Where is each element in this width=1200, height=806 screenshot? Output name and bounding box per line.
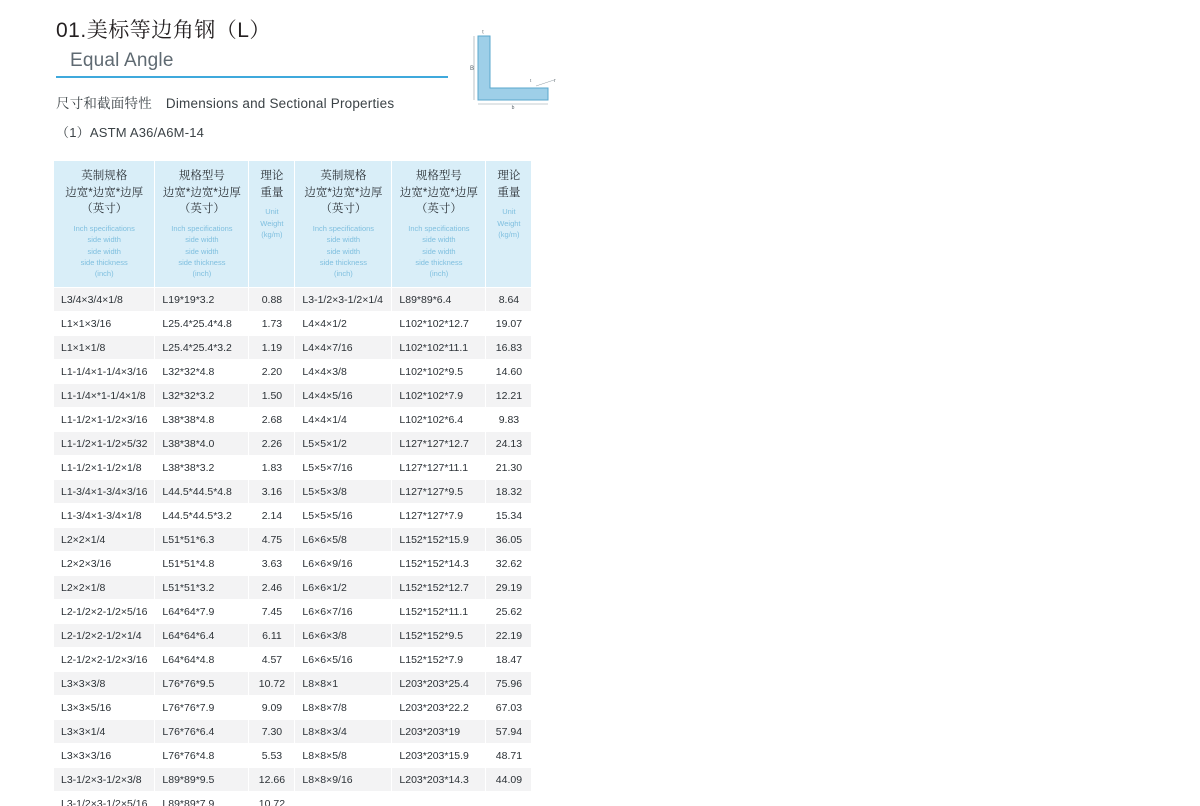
- table-cell: L3-1/2×3-1/2×1/4: [295, 288, 392, 312]
- table-cell: 1.73: [249, 312, 295, 336]
- table-row: [54, 768, 532, 792]
- table-cell: L127*127*9.5: [392, 480, 486, 504]
- table-cell: L203*203*25.4: [392, 672, 486, 696]
- table-cell: L2×2×3/16: [54, 552, 155, 576]
- table-cell: L6×6×9/16: [295, 552, 392, 576]
- table-cell: 12.66: [249, 768, 295, 792]
- table-cell: L5×5×1/2: [295, 432, 392, 456]
- table-cell: L203*203*15.9: [392, 744, 486, 768]
- table-cell: L2-1/2×2-1/2×5/16: [54, 600, 155, 624]
- table-cell: L25.4*25.4*3.2: [155, 336, 249, 360]
- column-header-cn: 规格型号 边宽*边宽*边厚 （英寸）: [399, 170, 478, 216]
- table-cell: L127*127*12.7: [392, 432, 486, 456]
- table-cell: L8×8×5/8: [295, 744, 392, 768]
- table-cell: 2.68: [249, 408, 295, 432]
- subtitle: [56, 92, 676, 112]
- table-row: [54, 504, 532, 528]
- table-cell: L3×3×3/8: [54, 672, 155, 696]
- subtitle-cn: 尺寸和截面特性: [56, 96, 152, 111]
- table-cell: L203*203*14.3: [392, 768, 486, 792]
- table-cell: L3/4×3/4×1/8: [54, 288, 155, 312]
- table-cell: 48.71: [486, 744, 532, 768]
- table-cell: L3-1/2×3-1/2×3/8: [54, 768, 155, 792]
- table-cell: 32.62: [486, 552, 532, 576]
- table-cell: 2.20: [249, 360, 295, 384]
- table-row: [54, 552, 532, 576]
- table-row: [54, 360, 532, 384]
- table-cell: 1.50: [249, 384, 295, 408]
- table-row: [54, 480, 532, 504]
- table-cell: 8.64: [486, 288, 532, 312]
- equal-angle-diagram: [470, 30, 580, 110]
- table-cell: L6×6×7/16: [295, 600, 392, 624]
- table-row: [54, 720, 532, 744]
- table-column-header-4: [392, 161, 486, 288]
- table-cell: 16.83: [486, 336, 532, 360]
- table-column-header-1: [155, 161, 249, 288]
- table-cell: 67.03: [486, 696, 532, 720]
- table-cell: L1-1/2×1-1/2×1/8: [54, 456, 155, 480]
- column-header-cn: 理论 重量: [497, 170, 521, 199]
- table-cell: L89*89*9.5: [155, 768, 249, 792]
- table-cell: 7.30: [249, 720, 295, 744]
- table-row: [54, 288, 532, 312]
- table-cell: L19*19*3.2: [155, 288, 249, 312]
- page-title-en: Equal Angle: [70, 50, 174, 71]
- table-cell: 18.47: [486, 648, 532, 672]
- table-row: [54, 672, 532, 696]
- table-cell: L102*102*12.7: [392, 312, 486, 336]
- table-cell: L203*203*19: [392, 720, 486, 744]
- table-cell: L5×5×5/16: [295, 504, 392, 528]
- table-cell: L152*152*9.5: [392, 624, 486, 648]
- table-cell: L5×5×3/8: [295, 480, 392, 504]
- table-cell: L76*76*6.4: [155, 720, 249, 744]
- table-cell: L152*152*7.9: [392, 648, 486, 672]
- subtitle-en: Dimensions and Sectional Properties: [165, 96, 395, 111]
- column-header-en: Unit Weight (kg/m): [260, 207, 284, 239]
- table-cell: [295, 792, 392, 806]
- table-column-header-5: [486, 161, 532, 288]
- table-cell: L6×6×5/16: [295, 648, 392, 672]
- table-row: [54, 696, 532, 720]
- table-row: [54, 408, 532, 432]
- table-row: [54, 384, 532, 408]
- specifications-table: [53, 160, 532, 806]
- table-cell: L2-1/2×2-1/2×3/16: [54, 648, 155, 672]
- table-cell: L1-3/4×1-3/4×3/16: [54, 480, 155, 504]
- column-header-en: Inch specifications side width side width side thickness (inch): [171, 224, 233, 279]
- table-cell: 14.60: [486, 360, 532, 384]
- table-cell: 15.34: [486, 504, 532, 528]
- table-cell: L44.5*44.5*4.8: [155, 480, 249, 504]
- table-row: [54, 744, 532, 768]
- table-cell: L4×4×1/4: [295, 408, 392, 432]
- table-cell: L1-1/2×1-1/2×5/32: [54, 432, 155, 456]
- table-cell: L2-1/2×2-1/2×1/4: [54, 624, 155, 648]
- table-row: [54, 528, 532, 552]
- table-cell: L64*64*4.8: [155, 648, 249, 672]
- table-cell: L4×4×3/8: [295, 360, 392, 384]
- table-cell: L3-1/2×3-1/2×5/16: [54, 792, 155, 806]
- table-cell: 19.07: [486, 312, 532, 336]
- table-cell: L32*32*4.8: [155, 360, 249, 384]
- table-cell: L8×8×7/8: [295, 696, 392, 720]
- table-cell: L102*102*7.9: [392, 384, 486, 408]
- table-cell: L8×8×9/16: [295, 768, 392, 792]
- table-cell: 25.62: [486, 600, 532, 624]
- table-cell: L152*152*14.3: [392, 552, 486, 576]
- column-header-cn: 规格型号 边宽*边宽*边厚 （英寸）: [162, 170, 241, 216]
- table-cell: 36.05: [486, 528, 532, 552]
- table-cell: L2×2×1/4: [54, 528, 155, 552]
- table-row: [54, 432, 532, 456]
- table-cell: L8×8×3/4: [295, 720, 392, 744]
- table-cell: L1-1/4×1-1/4×3/16: [54, 360, 155, 384]
- table-cell: L3×3×1/4: [54, 720, 155, 744]
- table-cell: L1×1×1/8: [54, 336, 155, 360]
- svg-text:t: t: [530, 78, 532, 83]
- page-header: [56, 14, 676, 141]
- table-cell: 75.96: [486, 672, 532, 696]
- column-header-cn: 理论 重量: [260, 170, 284, 199]
- table-cell: 7.45: [249, 600, 295, 624]
- table-cell: L44.5*44.5*3.2: [155, 504, 249, 528]
- table-cell: 1.19: [249, 336, 295, 360]
- table-cell: 10.72: [249, 672, 295, 696]
- table-cell: [392, 792, 486, 806]
- column-header-en: Inch specifications side width side width side thickness (inch): [408, 224, 470, 279]
- table-cell: L3×3×5/16: [54, 696, 155, 720]
- table-cell: L76*76*4.8: [155, 744, 249, 768]
- table-cell: L102*102*9.5: [392, 360, 486, 384]
- table-cell: 18.32: [486, 480, 532, 504]
- table-cell: L2×2×1/8: [54, 576, 155, 600]
- table-row: [54, 456, 532, 480]
- table-cell: L38*38*4.0: [155, 432, 249, 456]
- column-header-en: Unit Weight (kg/m): [497, 207, 521, 239]
- table-cell: 4.57: [249, 648, 295, 672]
- page-title: 01.美标等边角钢（L）: [56, 19, 271, 42]
- table-column-header-3: [295, 161, 392, 288]
- table-cell: L32*32*3.2: [155, 384, 249, 408]
- table-header-row: [54, 161, 532, 288]
- table-cell: L89*89*6.4: [392, 288, 486, 312]
- table-row: [54, 792, 532, 806]
- table-cell: L127*127*7.9: [392, 504, 486, 528]
- table-cell: L6×6×5/8: [295, 528, 392, 552]
- table-cell: 5.53: [249, 744, 295, 768]
- table-cell: L127*127*11.1: [392, 456, 486, 480]
- column-header-en: Inch specifications side width side width side thickness (inch): [312, 224, 375, 279]
- table-cell: L51*51*3.2: [155, 576, 249, 600]
- table-cell: L152*152*15.9: [392, 528, 486, 552]
- table-cell: L4×4×1/2: [295, 312, 392, 336]
- table-row: [54, 648, 532, 672]
- table-cell: 0.88: [249, 288, 295, 312]
- table-cell: L1-1/2×1-1/2×3/16: [54, 408, 155, 432]
- table-cell: L5×5×7/16: [295, 456, 392, 480]
- table-column-header-2: [249, 161, 295, 288]
- table-cell: 44.09: [486, 768, 532, 792]
- table-cell: L76*76*9.5: [155, 672, 249, 696]
- table-cell: 6.11: [249, 624, 295, 648]
- table-cell: 24.13: [486, 432, 532, 456]
- diagram-label-t: t: [482, 30, 484, 36]
- table-row: [54, 576, 532, 600]
- table-cell: L1-3/4×1-3/4×1/8: [54, 504, 155, 528]
- table-cell: L25.4*25.4*4.8: [155, 312, 249, 336]
- table-cell: 2.46: [249, 576, 295, 600]
- table-cell: 1.83: [249, 456, 295, 480]
- table-cell: L51*51*4.8: [155, 552, 249, 576]
- table-cell: L8×8×1: [295, 672, 392, 696]
- table-cell: L102*102*11.1: [392, 336, 486, 360]
- table-cell: 2.26: [249, 432, 295, 456]
- angle-profile-icon: [470, 30, 580, 110]
- diagram-label-r: r: [554, 78, 556, 84]
- table-body: [54, 288, 532, 806]
- table-cell: L1×1×3/16: [54, 312, 155, 336]
- table-cell: L89*89*7.9: [155, 792, 249, 806]
- table-cell: L152*152*11.1: [392, 600, 486, 624]
- table-cell: 3.63: [249, 552, 295, 576]
- table-head: [54, 161, 532, 288]
- standard-reference: （1）ASTM A36/A6M-14: [56, 125, 205, 140]
- column-header-cn: 英制规格 边宽*边宽*边厚 （英寸）: [304, 170, 383, 216]
- table-cell: L102*102*6.4: [392, 408, 486, 432]
- table-cell: 12.21: [486, 384, 532, 408]
- title-divider: [56, 76, 448, 78]
- column-header-en: Inch specifications side width side width side thickness (inch): [73, 224, 135, 279]
- table-cell: L51*51*6.3: [155, 528, 249, 552]
- table-cell: L76*76*7.9: [155, 696, 249, 720]
- column-header-cn: 英制规格 边宽*边宽*边厚 （英寸）: [65, 170, 144, 216]
- table-cell: 22.19: [486, 624, 532, 648]
- table-cell: [486, 792, 532, 806]
- table-cell: 4.75: [249, 528, 295, 552]
- table-cell: 3.16: [249, 480, 295, 504]
- table-cell: 9.83: [486, 408, 532, 432]
- table-cell: 9.09: [249, 696, 295, 720]
- table-row: [54, 600, 532, 624]
- table-cell: L4×4×5/16: [295, 384, 392, 408]
- table-cell: L64*64*7.9: [155, 600, 249, 624]
- table-cell: 10.72: [249, 792, 295, 806]
- table-cell: L38*38*4.8: [155, 408, 249, 432]
- specifications-table-wrapper: [53, 160, 532, 806]
- table-cell: L203*203*22.2: [392, 696, 486, 720]
- table-cell: L6×6×3/8: [295, 624, 392, 648]
- table-row: [54, 312, 532, 336]
- diagram-label-B: B: [470, 66, 475, 72]
- diagram-label-b: b: [511, 105, 515, 110]
- table-cell: L6×6×1/2: [295, 576, 392, 600]
- table-row: [54, 624, 532, 648]
- table-cell: L1-1/4×*1-1/4×1/8: [54, 384, 155, 408]
- table-cell: 29.19: [486, 576, 532, 600]
- table-cell: 57.94: [486, 720, 532, 744]
- table-row: [54, 336, 532, 360]
- table-cell: 2.14: [249, 504, 295, 528]
- table-cell: L4×4×7/16: [295, 336, 392, 360]
- table-column-header-0: [54, 161, 155, 288]
- table-cell: L64*64*6.4: [155, 624, 249, 648]
- table-cell: L3×3×3/16: [54, 744, 155, 768]
- table-cell: L152*152*12.7: [392, 576, 486, 600]
- table-cell: L38*38*3.2: [155, 456, 249, 480]
- table-cell: 21.30: [486, 456, 532, 480]
